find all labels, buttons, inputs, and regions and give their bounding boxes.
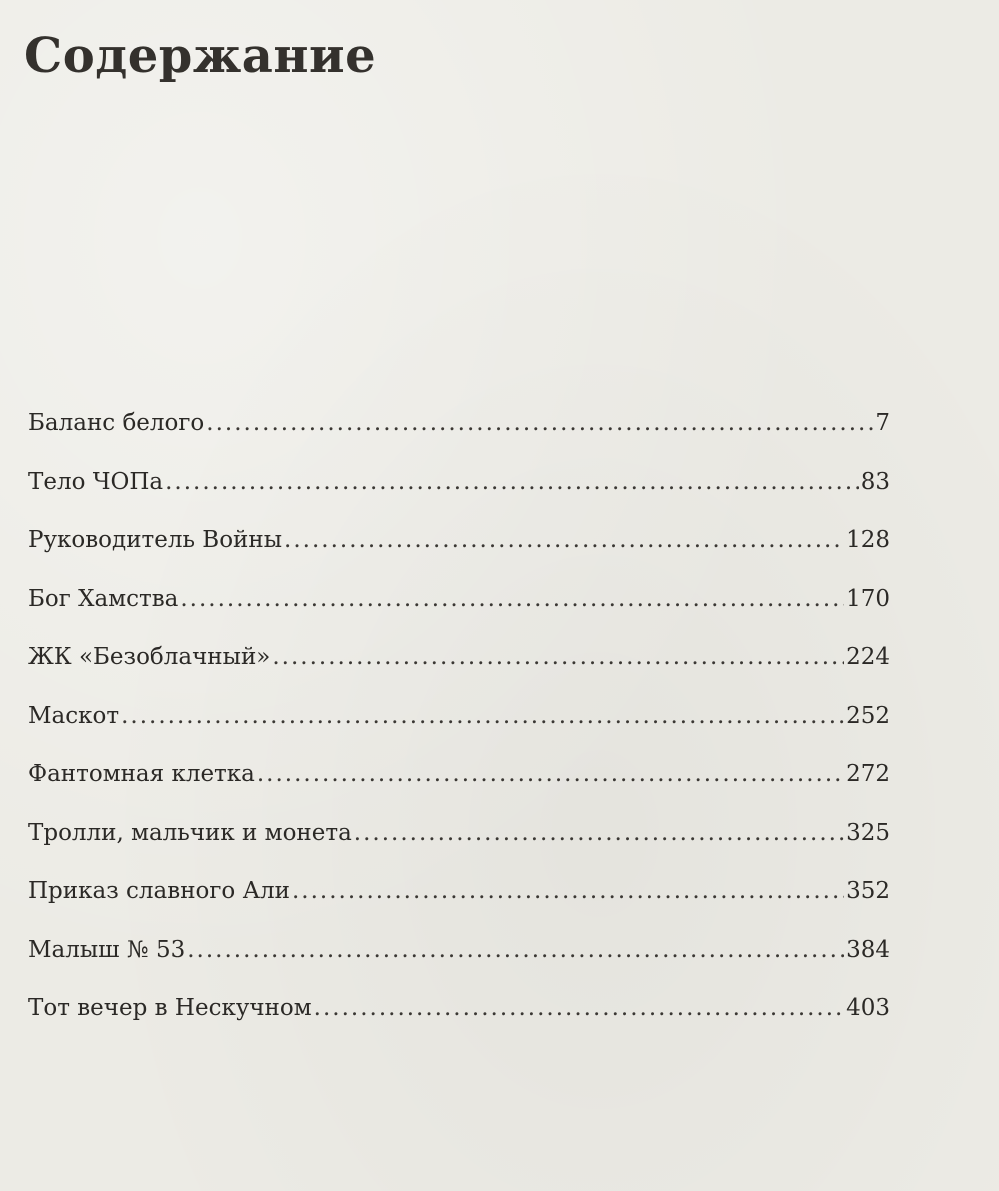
toc-entry-page: 384 bbox=[846, 936, 890, 963]
toc-entry-title: Бог Хамства bbox=[28, 585, 179, 612]
dot-leader bbox=[272, 632, 844, 682]
toc-entry bbox=[28, 398, 890, 457]
dot-leader bbox=[284, 515, 844, 565]
toc-entry-title: Маскот bbox=[28, 702, 120, 729]
toc-entry-title: Тролли, мальчик и монета bbox=[28, 819, 352, 846]
toc-entry-page: 7 bbox=[875, 410, 890, 436]
dot-leader bbox=[292, 866, 844, 916]
toc-entry-page: 325 bbox=[846, 819, 890, 846]
toc-entry bbox=[28, 632, 890, 691]
dot-leader bbox=[314, 983, 844, 1033]
toc-entry bbox=[28, 457, 890, 516]
dot-leader bbox=[180, 574, 844, 624]
toc-entry-page: 272 bbox=[846, 761, 890, 787]
toc-entry bbox=[28, 515, 890, 574]
toc-entry-title: Тот вечер в Нескучном bbox=[28, 995, 312, 1021]
toc-entry-page: 352 bbox=[846, 878, 890, 904]
table-of-contents bbox=[28, 398, 890, 1042]
toc-entry bbox=[28, 866, 890, 925]
toc-entry bbox=[28, 808, 890, 867]
toc-entry-page: 170 bbox=[846, 585, 890, 612]
toc-entry-title: ЖК «Безоблачный» bbox=[28, 644, 271, 670]
toc-entry bbox=[28, 691, 890, 750]
toc-entry-page: 224 bbox=[846, 644, 890, 670]
toc-entry bbox=[28, 574, 890, 633]
toc-entry bbox=[28, 983, 890, 1042]
dot-leader bbox=[354, 808, 844, 858]
dot-leader bbox=[121, 691, 844, 741]
dot-leader bbox=[206, 398, 873, 448]
dot-leader bbox=[187, 925, 844, 975]
toc-entry-title: Фантомная клетка bbox=[28, 761, 255, 787]
dot-leader bbox=[165, 457, 859, 507]
dot-leader bbox=[257, 749, 844, 799]
toc-entry bbox=[28, 749, 890, 808]
toc-entry-page: 252 bbox=[846, 702, 890, 729]
toc-entry-title: Тело ЧОПа bbox=[28, 468, 164, 495]
toc-entry bbox=[28, 925, 890, 984]
toc-entry-title: Баланс белого bbox=[28, 410, 205, 436]
toc-entry-title: Малыш № 53 bbox=[28, 936, 186, 963]
toc-entry-title: Приказ славного Али bbox=[28, 878, 290, 904]
page-title: Содержание bbox=[24, 28, 377, 84]
toc-entry-page: 83 bbox=[860, 468, 890, 495]
toc-entry-title: Руководитель Войны bbox=[28, 527, 283, 553]
toc-entry-page: 128 bbox=[846, 527, 890, 553]
toc-entry-page: 403 bbox=[846, 995, 890, 1021]
